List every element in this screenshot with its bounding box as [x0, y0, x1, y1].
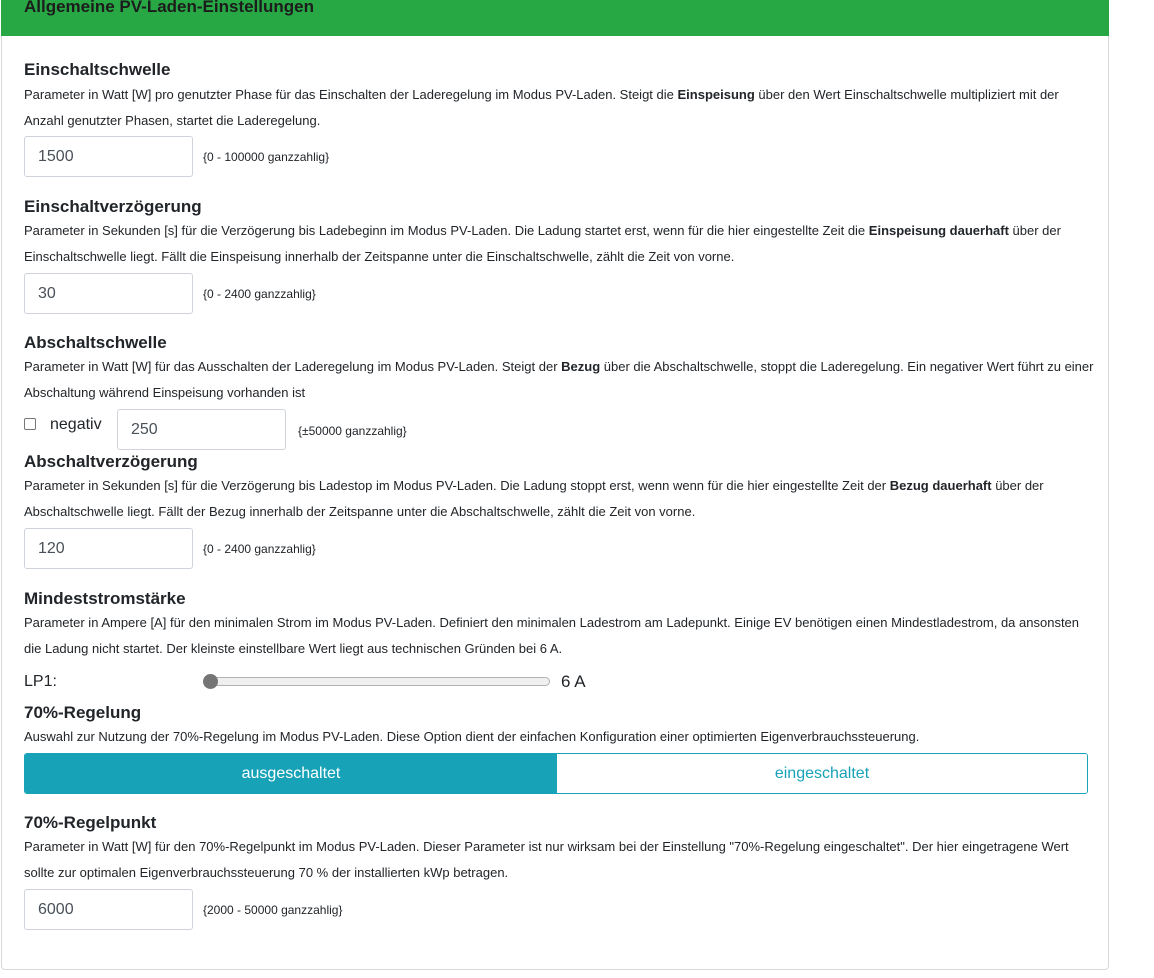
abschaltschwelle-input[interactable]: 250	[117, 409, 286, 450]
mindeststrom-slider-value: 6 A	[561, 672, 586, 691]
einschaltverzoegerung-heading: Einschaltverzögerung	[24, 197, 202, 216]
eingeschaltet-button[interactable]: eingeschaltet	[557, 754, 1087, 793]
einschaltschwelle-description: Parameter in Watt [W] pro genutzter Phase für das Einschalten der Laderegelung im Modus PV-Laden. Steigt die Einspeisung über den Wert Einschaltschwelle multipliziert mit der Anzahl genutzter Phasen, startet die Laderegelung.	[24, 87, 1059, 128]
mindeststromstaerke-description: Parameter in Ampere [A] für den minimalen Strom im Modus PV-Laden. Definiert den minimalen Ladestrom am Ladepunkt. Einige EV benötigen einen Mindestladestrom, da ansonsten die Ladung nicht startet. Der kleinste einstellbare Wert liegt aus technischen Gründen bei 6 A.	[24, 615, 1080, 656]
regelung70-heading: 70%-Regelung	[24, 703, 142, 722]
regelpunkt70-hint: {2000 - 50000 ganzzahlig}	[203, 903, 343, 917]
einschaltschwelle-input[interactable]: 1500	[24, 136, 193, 177]
mindeststrom-slider-track[interactable]	[205, 677, 550, 686]
einschaltverzoegerung-input[interactable]: 30	[24, 273, 193, 314]
regelung70-description: Auswahl zur Nutzung der 70%-Regelung im Modus PV-Laden. Diese Option dient der einfachen Konfiguration einer optimierten Eigenverbrauchssteuerung.	[24, 729, 920, 744]
regelpunkt70-heading: 70%-Regelpunkt	[24, 813, 157, 832]
abschaltschwelle-description: Parameter in Watt [W] für das Ausschalten der Laderegelung im Modus PV-Laden. Steigt der Bezug über die Abschaltschwelle, stoppt die Laderegelung. Ein negativer Wert führt zu einer Abschaltung während Einspeisung vorhanden ist	[24, 359, 1094, 400]
ausgeschaltet-button[interactable]: ausgeschaltet	[25, 754, 557, 793]
negativ-checkbox-label[interactable]: negativ	[50, 416, 102, 433]
einschaltverzoegerung-hint: {0 - 2400 ganzzahlig}	[203, 287, 316, 301]
negativ-checkbox[interactable]	[24, 418, 36, 430]
mindeststromstaerke-heading: Mindeststromstärke	[24, 589, 186, 608]
abschaltverzoegerung-input[interactable]: 120	[24, 528, 193, 569]
einschaltverzoegerung-description: Parameter in Sekunden [s] für die Verzögerung bis Ladebeginn im Modus PV-Laden. Die Ladung startet erst, wenn für die hier eingestellte Zeit die Einspeisung dauerhaft über der Einschaltschwelle liegt. Fällt die Einspeisung innerhalb der Zeitspanne unter die Einschaltschwelle, zählt die Zeit von vorne.	[24, 223, 1061, 264]
regelung70-toggle-group	[24, 753, 1088, 794]
einschaltschwelle-heading: Einschaltschwelle	[24, 60, 171, 79]
abschaltverzoegerung-heading: Abschaltverzögerung	[24, 452, 198, 471]
abschaltschwelle-heading: Abschaltschwelle	[24, 333, 167, 352]
abschaltverzoegerung-description: Parameter in Sekunden [s] für die Verzögerung bis Ladestop im Modus PV-Laden. Die Ladung stoppt erst, wenn wenn für die hier eingestellte Zeit der Bezug dauerhaft über der Abschaltschwelle liegt. Fällt der Bezug innerhalb der Zeitspanne unter die Abschaltschwelle, zählt die Zeit von vorne.	[24, 478, 1044, 519]
mindeststrom-slider-thumb[interactable]	[203, 674, 218, 689]
abschaltschwelle-hint: {±50000 ganzzahlig}	[298, 424, 407, 438]
einschaltschwelle-hint: {0 - 100000 ganzzahlig}	[203, 150, 330, 164]
lp1-label: LP1:	[24, 673, 57, 690]
card-title: Allgemeine PV-Laden-Einstellungen	[24, 0, 314, 16]
abschaltverzoegerung-hint: {0 - 2400 ganzzahlig}	[203, 542, 316, 556]
regelpunkt70-description: Parameter in Watt [W] für den 70%-Regelpunkt im Modus PV-Laden. Dieser Parameter ist nur wirksam bei der Einstellung "70%-Regelung eingeschaltet". Der hier eingetragene Wert sollte zur optimalen Eigenverbrauchssteuerung 70 % der installierten kWp betragen.	[24, 839, 1069, 880]
card-header	[1, 0, 1109, 36]
regelpunkt70-input[interactable]: 6000	[24, 889, 193, 930]
